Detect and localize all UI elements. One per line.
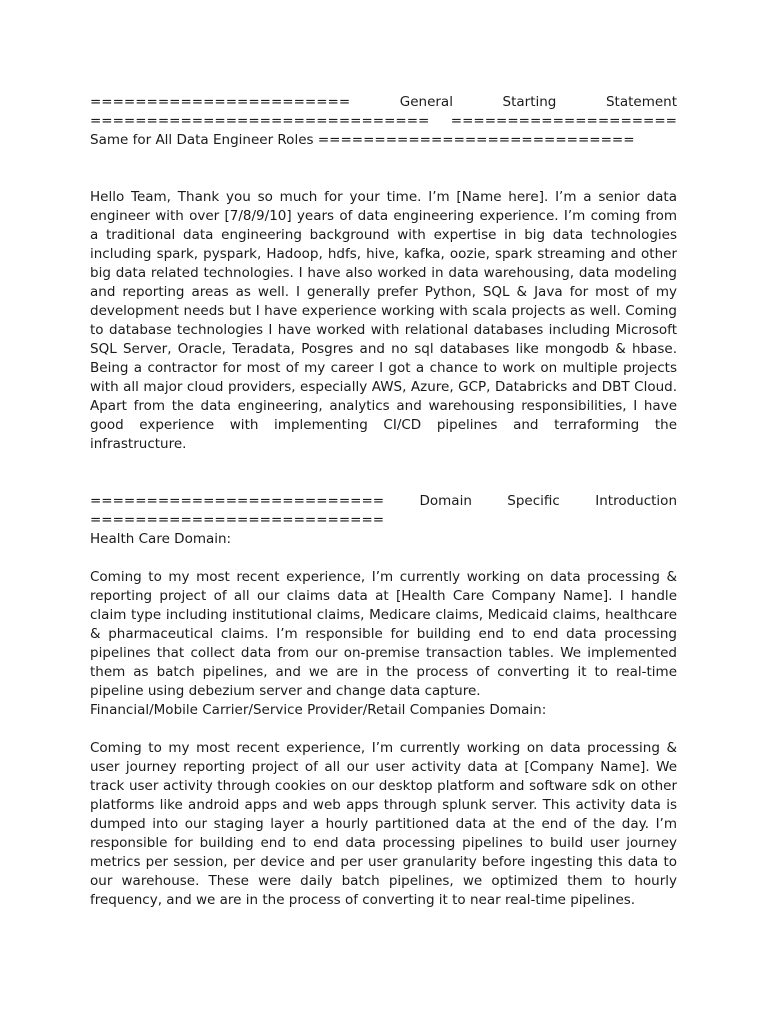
financial-heading: Financial/Mobile Carrier/Service Provider/Retail Companies Domain: [90, 702, 547, 718]
document-page [90, 93, 677, 910]
domain-specific-divider: ========================== Domain Specific Introduction ========================== [90, 493, 677, 528]
general-statement-divider [90, 93, 677, 150]
intro-paragraph: Hello Team, Thank you so much for your time. I’m [Name here]. I’m a senior data engineer with over [7/8/9/10] years of data engineering experience. I’m coming from a traditional data engineering background with expertise in big data technologies including spark, pyspark, Hadoop, hdfs, hive, kafka, oozie, spark streaming and other big data related technologies. I have also worked in data warehousing, data modeling and reporting areas as well. I generally prefer Python, SQL & Java for most of my development needs but I have experience working with scala projects as well. Coming to database technologies I have worked with relational databases including Microsoft SQL Server, Oracle, Teradata, Posgres and no sql databases like mongodb & hbase. Being a contractor for most of my career I got a chance to work on multiple projects with all major cloud providers, especially AWS, Azure, GCP, Databricks and DBT Cloud. Apart from the data engineering, analytics and warehousing responsibilities, I have good experience with implementing CI/CD pipelines and terraforming the infrastructure. [90, 189, 677, 452]
financial-paragraph: Coming to my most recent experience, I’m currently working on data processing & user journey reporting project of all our user activity data at [Company Name]. We track user activity through cookies on our desktop platform and software sdk on other platforms like android apps and web apps through splunk server. This activity data is dumped into our staging layer a hourly partitioned data at the end of the day. I’m responsible for building end to end data processing pipelines to build user journey metrics per session, per device and per user granularity before ingesting this data to our warehouse. These were daily batch pipelines, we optimized them to hourly frequency, and we are in the process of converting it to near real-time pipelines. [90, 740, 677, 908]
general-divider-line-1: ======================= General Starting Statement ============================== [90, 94, 677, 129]
health-care-paragraph: Coming to my most recent experience, I’m currently working on data processing & reporting project of all our claims data at [Health Care Company Name]. I handle claim type including institutional claims, Medicare claims, Medicaid claims, healthcare & pharmaceutical claims. I’m responsible for building end to end data processing pipelines that collect data from our on-premise transaction tables. We implemented them as batch pipelines, and we are in the process of converting it to real-time pipeline using debezium server and change data capture. [90, 569, 677, 699]
health-care-heading: Health Care Domain: [90, 531, 232, 547]
general-divider-line-2: ==================== Same for All Data Engineer Roles ============================ [90, 113, 677, 148]
